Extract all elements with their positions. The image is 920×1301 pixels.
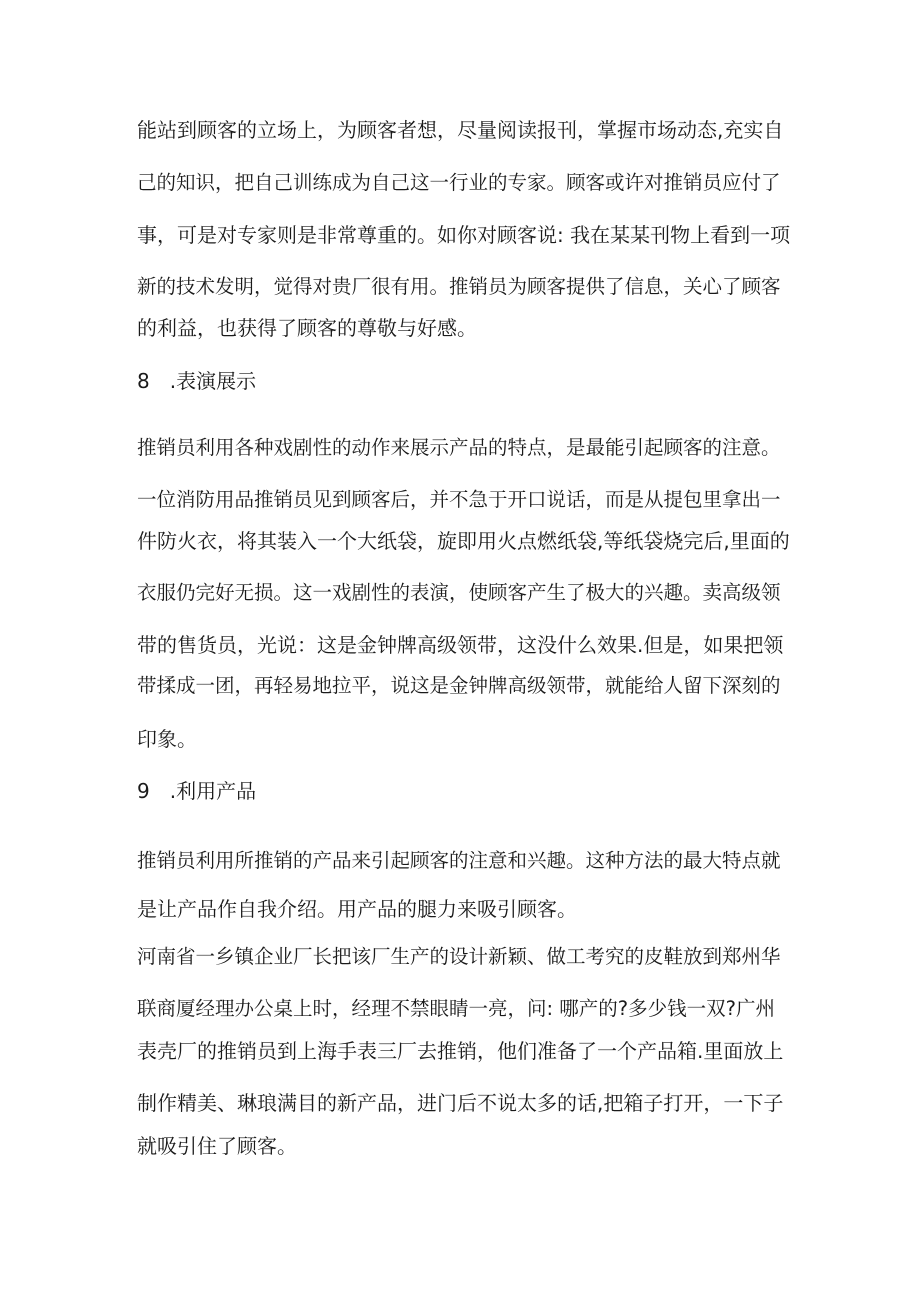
paragraph-line: 衣服仍完好无损。这一戏剧性的表演，使顾客产生了极大的兴趣。卖高级领 <box>137 581 781 604</box>
paragraph-line: 联商厦经理办公桌上时，经理不禁眼睛一亮，问: 哪产的?多少钱一双?广州 <box>137 997 775 1020</box>
paragraph-line: 的利益，也获得了顾客的尊敬与好感。 <box>137 316 477 340</box>
paragraph-line: 事，可是对专家则是非常尊重的。如你对顾客说: 我在某某刊物上看到一项 <box>137 223 791 247</box>
paragraph-line: 带揉成一团，再轻易地拉平，说这是金钟牌高级领带，就能给人留下深刻的 <box>137 674 781 697</box>
paragraph-line: 是让产品作自我介绍。用产品的腿力来吸引顾客。 <box>137 897 577 921</box>
paragraph-line: 能站到顾客的立场上，为顾客者想，尽量阅读报刊，掌握市场动态,充实自 <box>137 118 784 142</box>
paragraph-line: 河南省一乡镇企业厂长把该厂生产的设计新颖、做工考究的皮鞋放到郑州华 <box>137 945 781 968</box>
paragraph-line: 印象。 <box>137 727 197 751</box>
paragraph-line: 己的知识，把自己训练成为自己这一行业的专家。顾客或许对推销员应付了 <box>137 171 781 194</box>
section-heading: 8 .表演展示 <box>137 369 257 393</box>
paragraph-line: 制作精美、琳琅满目的新产品，进门后不说太多的话,把箱子打开，一下子 <box>137 1091 784 1115</box>
paragraph-line: 新的技术发明，觉得对贵厂很有用。推销员为顾客提供了信息，关心了顾客 <box>137 275 781 298</box>
section-heading: 9 .利用产品 <box>137 779 257 803</box>
paragraph-line: 推销员利用所推销的产品来引起顾客的注意和兴趣。这种方法的最大特点就 <box>137 849 781 872</box>
paragraph-line: 表壳厂的推销员到上海手表三厂去推销，他们准备了一个产品箱.里面放上 <box>137 1039 784 1063</box>
paragraph-line: 就吸引住了顾客。 <box>137 1134 297 1158</box>
paragraph-line: 一位消防用品推销员见到顾客后，并不急于开口说话，而是从提包里拿出一 <box>137 488 781 511</box>
paragraph-line: 带的售货员，光说：这是金钟牌高级领带，这没什么效果.但是，如果把领 <box>137 633 784 657</box>
paragraph-line: 推销员利用各种戏剧性的动作来展示产品的特点，是最能引起顾客的注意。 <box>137 436 781 459</box>
paragraph-line: 件防火衣，将其装入一个大纸袋，旋即用火点燃纸袋,等纸袋烧完后,里面的 <box>137 529 790 553</box>
